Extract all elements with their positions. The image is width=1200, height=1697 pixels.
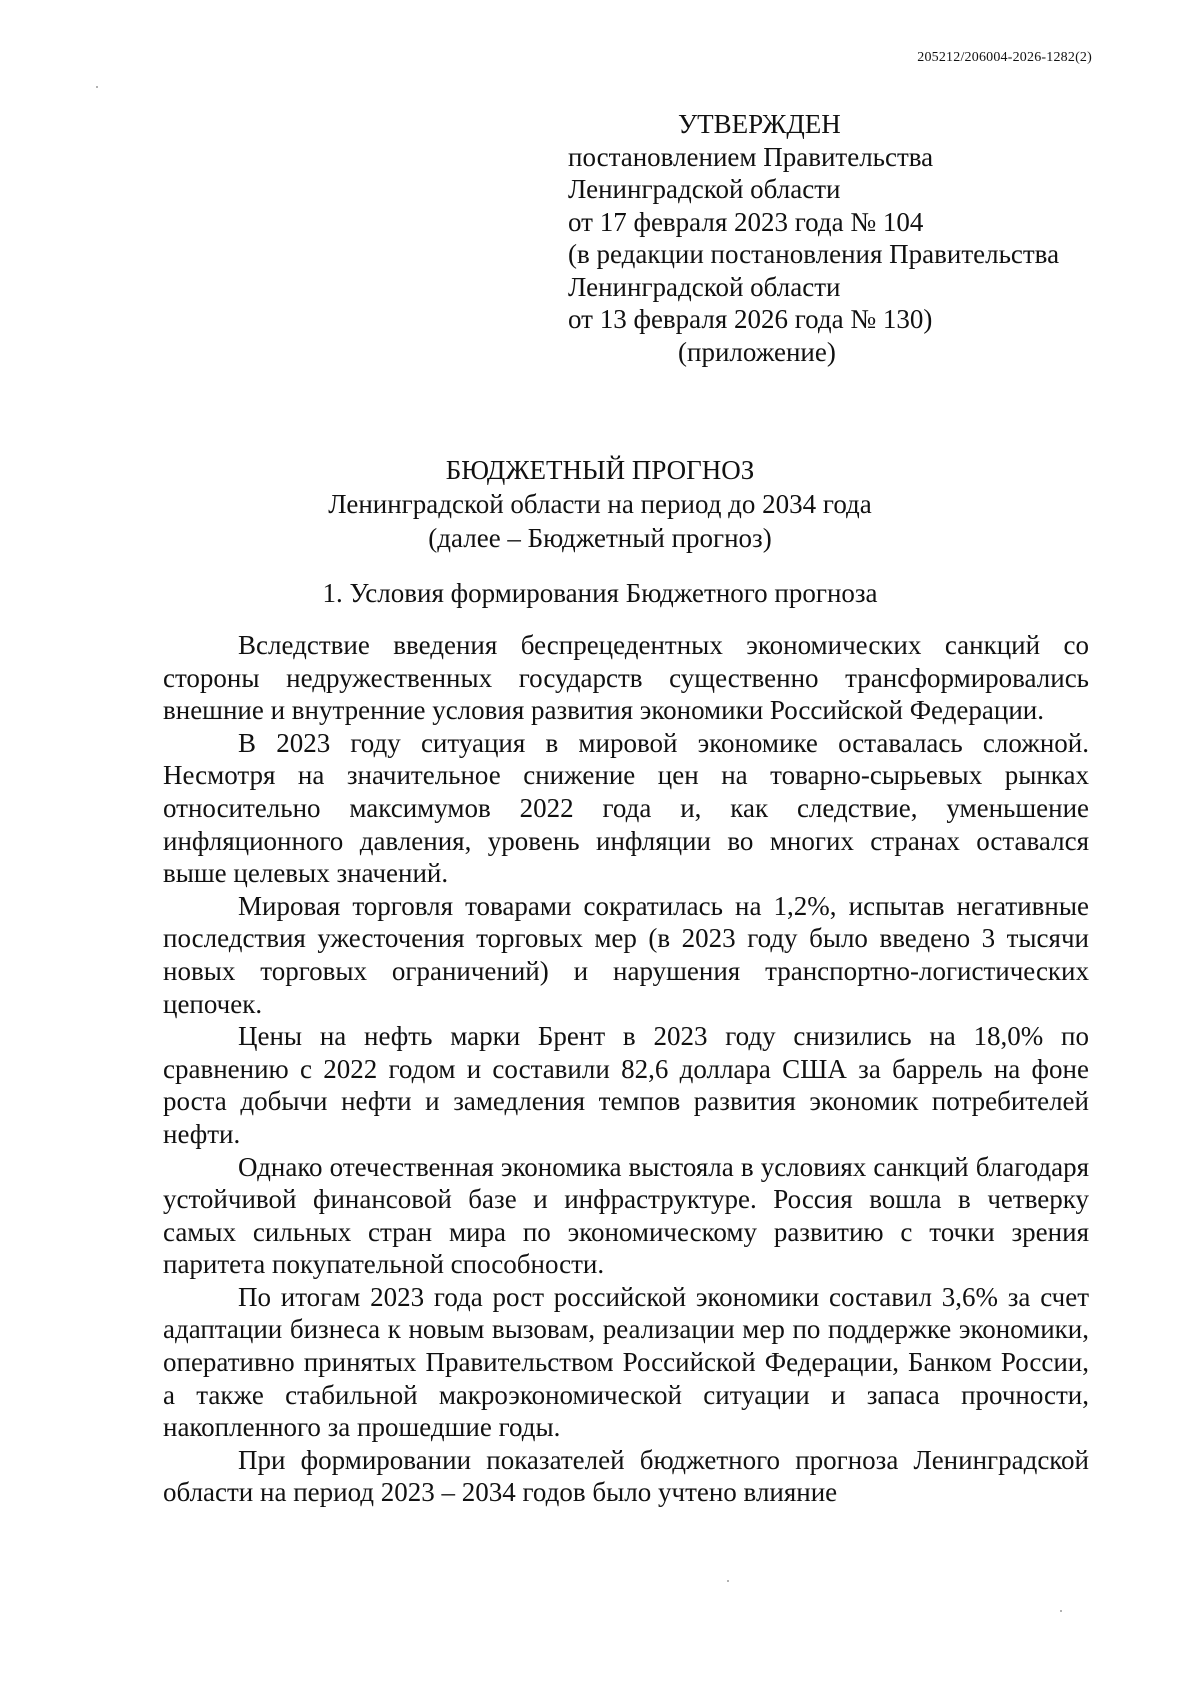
body-paragraph: Мировая торговля товарами сократилась на 1,2%, испытав негативные последствия ужесточения торговых мер (в 2023 году было введено 3 тысячи новых торговых ограничений) и нарушения транспортно-логистических цепочек. xyxy=(163,890,1089,1019)
section-heading: 1. Условия формирования Бюджетного прогноза xyxy=(322,578,878,608)
scan-speck xyxy=(1060,1610,1062,1612)
approval-line: от 17 февраля 2023 года № 104 xyxy=(568,206,924,237)
body-paragraph: Цены на нефть марки Брент в 2023 году снизились на 18,0% по сравнению с 2022 годом и составили 82,6 доллара США за баррель на фоне роста добычи нефти и замедления темпов развития экономик потребителей нефти. xyxy=(163,1021,1089,1149)
approval-line: (в редакции постановления Правительства xyxy=(568,239,1060,269)
document-title: БЮДЖЕТНЫЙ ПРОГНОЗ xyxy=(445,455,755,485)
document-subtitle: Ленинградской области на период до 2034 года xyxy=(328,489,872,519)
body-paragraph: Однако отечественная экономика выстояла в условиях санкций благодаря устойчивой финансовой базе и инфраструктуре. Россия вошла в четверку самых сильных стран мира по экономическому развитию с точки зрения паритета покупательной способности. xyxy=(163,1151,1089,1280)
body-paragraph: Вследствие введения беспрецедентных экономических санкций со стороны недружественных государств существенно трансформировались внешние и внутренние условия развития экономики Российской Федерации. xyxy=(163,630,1089,726)
scan-speck xyxy=(727,1580,729,1582)
approval-line: Ленинградской области xyxy=(568,174,841,204)
body-paragraph: При формировании показателей бюджетного прогноза Ленинградской области на период 2023 – 2034 годов было учтено влияние xyxy=(163,1444,1089,1508)
approval-line: Ленинградской области xyxy=(568,271,841,302)
document-registration-number: 205212/206004-2026-1282(2) xyxy=(917,50,1092,65)
document-title-block xyxy=(0,453,1200,555)
document-subtitle-note: (далее – Бюджетный прогноз) xyxy=(428,523,772,553)
document-body xyxy=(163,629,1089,1509)
approval-line: постановлением Правительства xyxy=(568,141,934,172)
approval-stamp-block xyxy=(568,108,1088,368)
body-paragraph: В 2023 году ситуация в мировой экономике оставалась сложной. Несмотря на значительное снижение цен на товарно-сырьевых рынках относительно максимумов 2022 года и, как следствие, уменьшение инфляционного давления, уровень инфляции во многих странах оставался выше целевых значений. xyxy=(163,727,1089,889)
approval-appendix-note: (приложение) xyxy=(678,336,836,367)
approval-line: от 13 февраля 2026 года № 130) xyxy=(568,304,933,334)
body-paragraph: По итогам 2023 года рост российской экономики составил 3,6% за счет адаптации бизнеса к новым вызовам, реализации мер по поддержке экономики, оперативно принятых Правительством Российской Федерации, Банком России, а также стабильной макроэкономической ситуации и запаса прочности, накопленного за прошедшие годы. xyxy=(163,1281,1089,1443)
approval-title: УТВЕРЖДЕН xyxy=(678,109,841,139)
scan-speck xyxy=(96,86,98,88)
